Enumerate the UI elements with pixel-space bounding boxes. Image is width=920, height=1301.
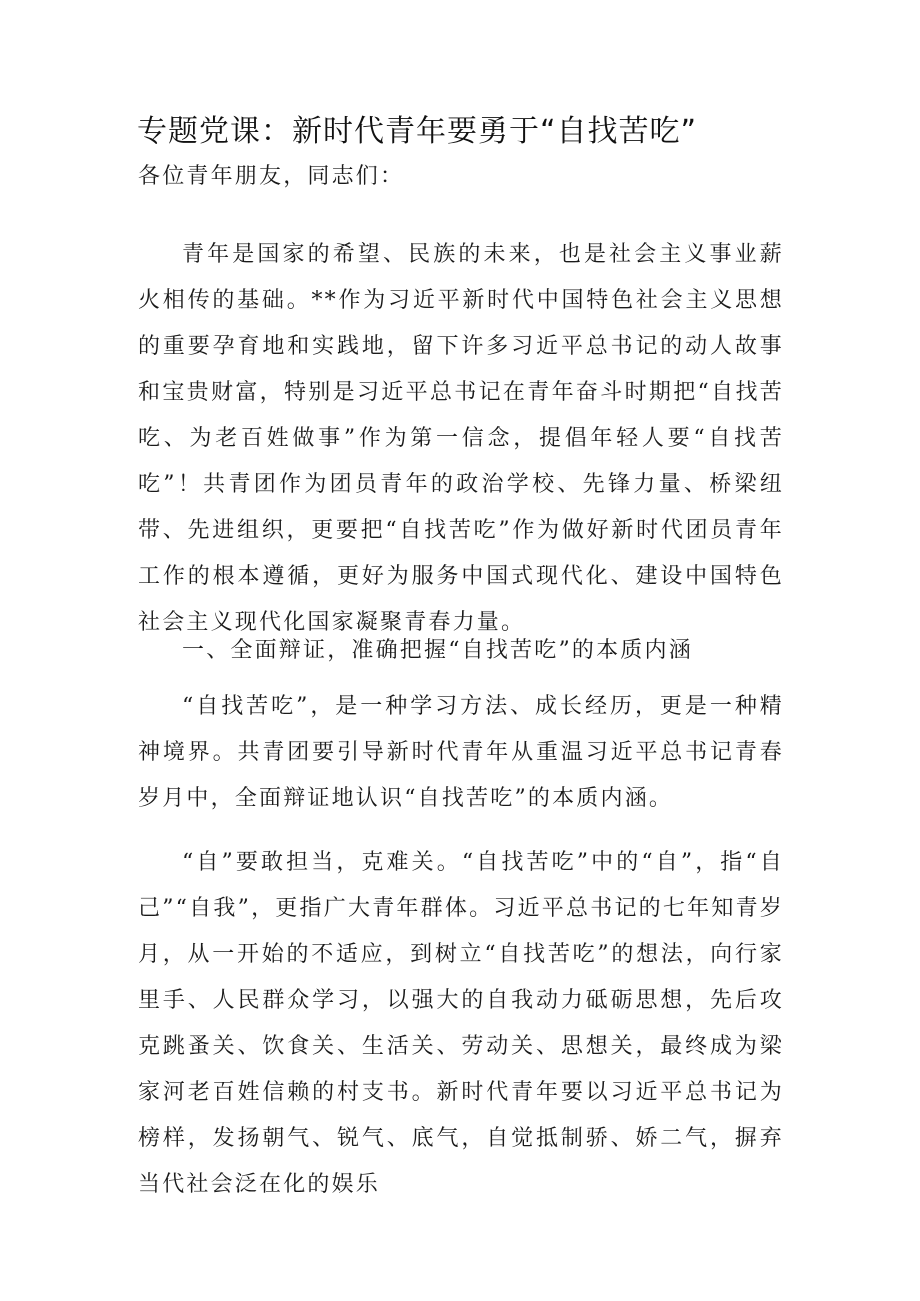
greeting-line: 各位青年朋友，同志们： bbox=[138, 164, 405, 189]
paragraph-self: “自”要敢担当，克难关。“自找苦吃”中的“自”，指“自己”“自我”，更指广大青年群体。习近平总书记的七年知青岁月，从一开始的不适应，到树立“自找苦吃”的想法，向行家里手、人民群众学习，以强大的自我动力砥砺思想，先后攻克跳蚤关、饮食关、生活关、劳动关、思想关，最终成为梁家河老百姓信赖的村支书。新时代青年要以习近平总书记为榜样，发扬朝气、锐气、底气，自觉抵制骄、娇二气，摒弃当代社会泛在化的娱乐 bbox=[138, 850, 784, 1197]
paragraph-essence: “自找苦吃”，是一种学习方法、成长经历，更是一种精神境界。共青团要引导新时代青年从重温习近平总书记青春岁月中，全面辩证地认识“自找苦吃”的本质内涵。 bbox=[138, 694, 784, 811]
document-title: 专题党课：新时代青年要勇于“自找苦吃” bbox=[137, 114, 698, 149]
paragraph-intro: 青年是国家的希望、民族的未来，也是社会主义事业薪火相传的基础。**作为习近平新时代中国特色社会主义思想的重要孕育地和实践地，留下许多习近平总书记的动人故事和宝贵财富，特别是习近平总书记在青年奋斗时期把“自找苦吃、为老百姓做事”作为第一信念，提倡年轻人要“自找苦吃”！共青团作为团员青年的政治学校、先锋力量、桥梁纽带、先进组织，更要把“自找苦吃”作为做好新时代团员青年工作的根本遵循，更好为服务中国式现代化、建设中国特色社会主义现代化国家凝聚青春力量。 bbox=[138, 242, 784, 635]
section-heading-1: 一、全面辩证，准确把握“自找苦吃”的本质内涵 bbox=[182, 638, 693, 663]
